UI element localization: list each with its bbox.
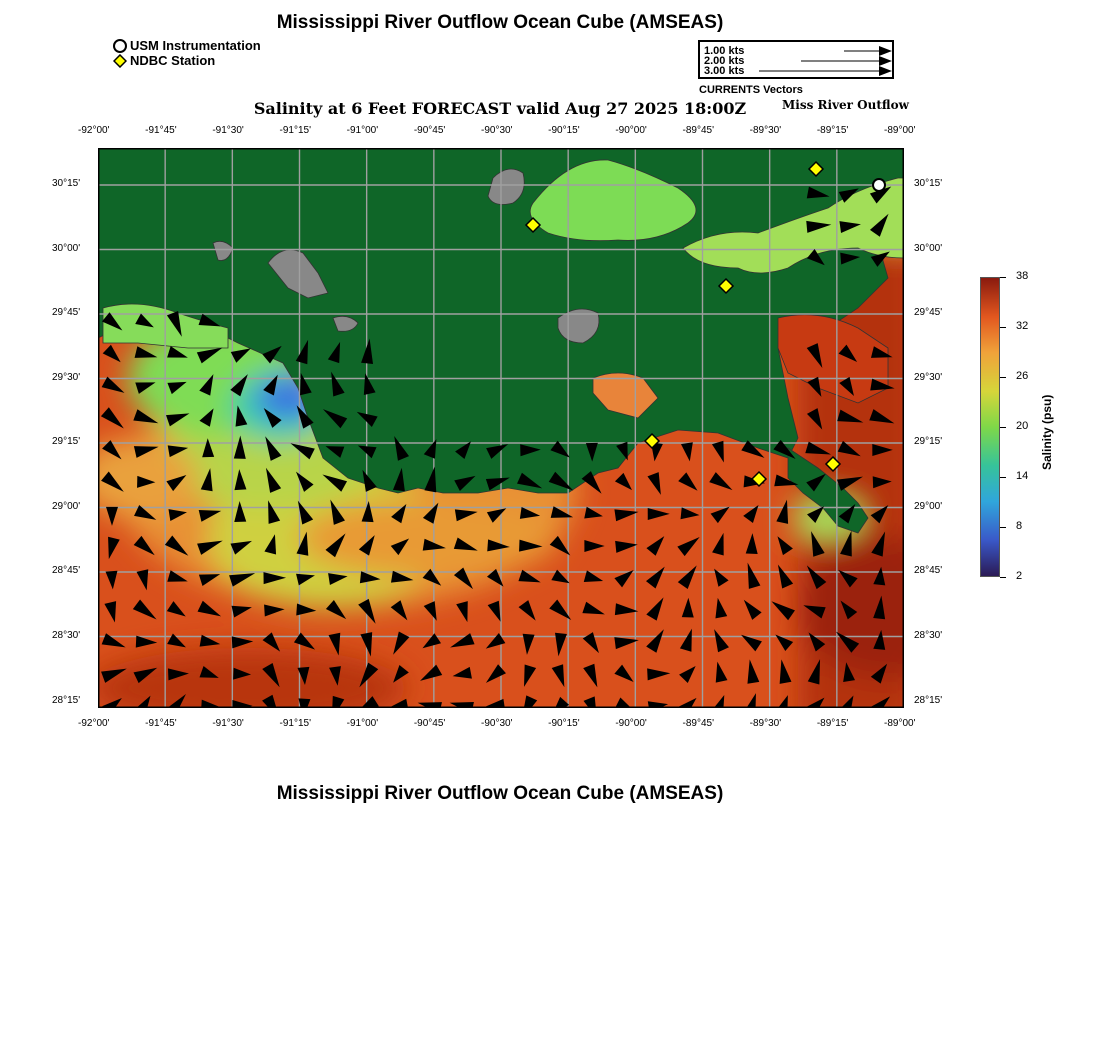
colorbar-tick-mark (1000, 277, 1006, 278)
lat-tick-label: 28°45' (914, 565, 943, 576)
lon-tick-label: -91°15' (279, 125, 311, 136)
lat-tick-label: 29°00' (914, 500, 943, 512)
lat-tick-label: 29°45' (52, 307, 81, 318)
vector-caption: CURRENTS Vectors (699, 84, 803, 96)
lat-tick-label: 30°00' (914, 242, 943, 254)
lon-tick-label: -90°30' (481, 718, 513, 729)
colorbar-tick-label: 2 (1016, 570, 1023, 582)
arrow-2kt-icon (879, 56, 892, 66)
lat-tick-label: 29°15' (914, 436, 943, 447)
lon-tick-label: -90°15' (548, 125, 580, 136)
lon-tick-label: -91°15' (279, 718, 311, 729)
colorbar-tick-label: 32 (1016, 320, 1029, 332)
lat-tick-label: 29°00' (52, 500, 81, 512)
vector-reference-box (698, 40, 894, 79)
colorbar-tick-mark (1000, 577, 1006, 578)
colorbar-tick-label: 8 (1016, 520, 1023, 532)
usm-circle-icon (113, 39, 127, 53)
ndbc-legend (113, 53, 215, 68)
page-title: Mississippi River Outflow Ocean Cube (AMSEAS) (276, 12, 724, 33)
lon-tick-label: -91°00' (346, 125, 379, 136)
lat-tick-label: 28°15' (914, 695, 943, 706)
lon-tick-label: -91°45' (145, 125, 177, 136)
lon-tick-label: -91°30' (212, 125, 244, 136)
lat-tick-label: 30°15' (914, 178, 943, 189)
vector-ref-label-1: 1.00 kts (704, 45, 745, 57)
colorbar-tick-mark (1000, 527, 1006, 528)
forecast-subtitle: Salinity at 6 Feet FORECAST valid Aug 27 2025 18:00Z (253, 99, 747, 118)
lat-tick-label: 28°45' (52, 565, 81, 576)
lon-tick-label: -89°00' (884, 125, 916, 136)
lon-tick-label: -89°45' (682, 718, 714, 729)
lat-tick-label: 29°45' (914, 307, 943, 318)
lon-tick-label: -91°30' (212, 718, 244, 729)
lat-tick-label: 28°15' (52, 695, 81, 706)
lon-tick-label: -89°00' (884, 718, 916, 729)
salinity-map (98, 148, 904, 708)
usm-legend-label: USM Instrumentation (130, 38, 261, 53)
lon-tick-label: -90°00' (615, 125, 647, 136)
lon-tick-label: -90°15' (548, 718, 580, 729)
usm-legend (113, 38, 261, 53)
lon-tick-label: -89°15' (816, 125, 849, 136)
colorbar-tick-label: 26 (1016, 370, 1029, 382)
colorbar-tick-mark (1000, 477, 1006, 478)
lat-tick-label: 29°30' (52, 371, 81, 383)
region-label: Miss River Outflow (782, 98, 909, 112)
lat-tick-label: 29°15' (52, 436, 81, 447)
colorbar-tick-label: 14 (1016, 470, 1029, 482)
lat-tick-label: 30°00' (52, 242, 81, 254)
colorbar-tick-mark (1000, 427, 1006, 428)
ndbc-legend-label: NDBC Station (130, 53, 216, 68)
lat-tick-label: 29°30' (914, 371, 943, 383)
colorbar-tick-mark (1000, 377, 1006, 378)
vector-ref-label-2: 2.00 kts (704, 55, 745, 67)
lon-tick-label: -90°45' (413, 125, 446, 136)
lon-tick-label: -89°15' (816, 718, 849, 729)
colorbar-tick-label: 38 (1016, 270, 1029, 282)
lon-tick-label: -91°45' (145, 718, 177, 729)
lat-tick-label: 30°15' (52, 178, 81, 189)
arrow-3kt-icon (879, 66, 892, 76)
usm-instrument-marker (873, 179, 885, 191)
lat-tick-label: 28°30' (914, 629, 943, 641)
lat-tick-label: 28°30' (52, 629, 81, 641)
lon-tick-label: -90°30' (481, 125, 513, 136)
lon-tick-label: -90°00' (615, 718, 647, 729)
bottom-title: Mississippi River Outflow Ocean Cube (AMSEAS) (276, 783, 724, 804)
colorbar-tick-label: 20 (1016, 420, 1029, 432)
ndbc-diamond-icon (113, 54, 127, 68)
vector-ref-arrows (755, 42, 893, 78)
vector-ref-label-3: 3.00 kts (704, 65, 745, 77)
colorbar-tick-mark (1000, 327, 1006, 328)
arrow-1kt-icon (879, 46, 892, 56)
colorbar-label: Salinity (psu) (1040, 394, 1054, 470)
salinity-colorbar (980, 277, 1000, 577)
lon-tick-label: -90°45' (413, 718, 446, 729)
lon-tick-label: -89°30' (749, 718, 782, 729)
lon-tick-label: -92°00' (78, 125, 110, 136)
lon-tick-label: -89°30' (749, 125, 782, 136)
lon-tick-label: -92°00' (78, 718, 110, 729)
lon-tick-label: -89°45' (682, 125, 714, 136)
lon-tick-label: -91°00' (346, 718, 379, 729)
